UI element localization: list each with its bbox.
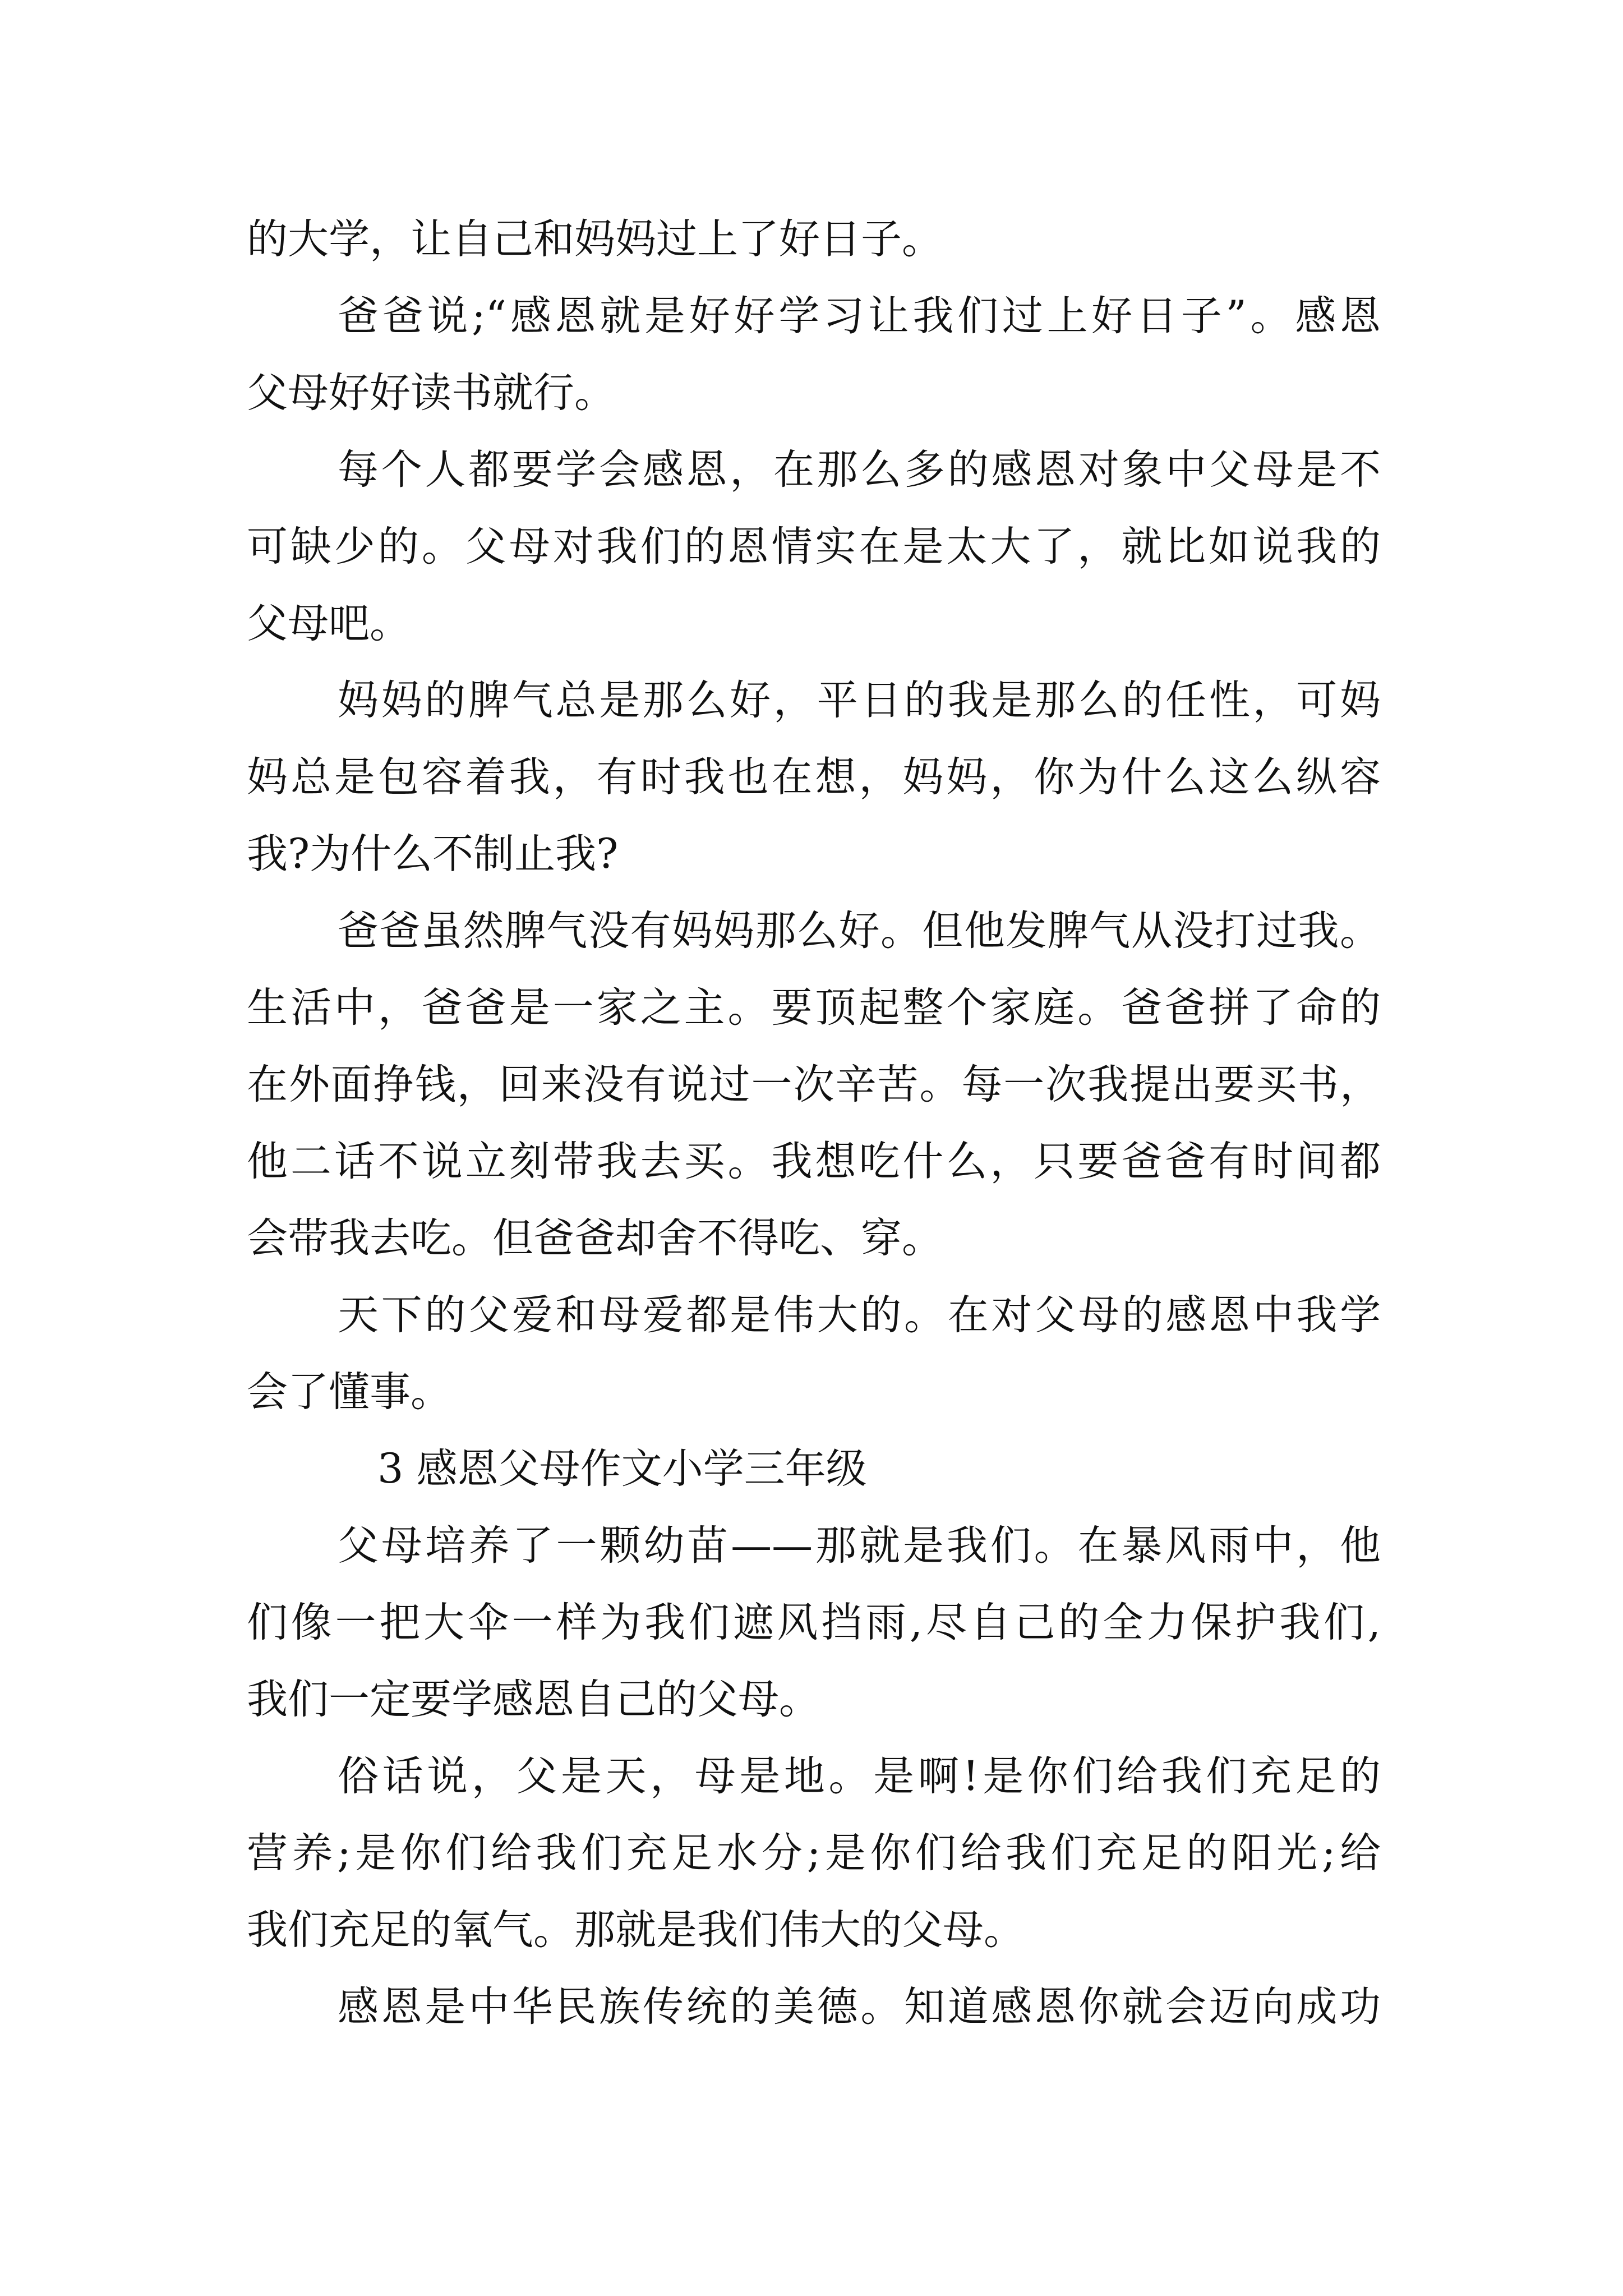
- text-line: 俗话说，父是天，母是地。是啊!是你们给我们充足的: [338, 1752, 1381, 1800]
- text-line: 父母好好读书就行。: [247, 369, 615, 417]
- text-line: 我们充足的氧气。那就是我们伟大的父母。: [247, 1906, 1025, 1954]
- text-line: 们像一把大伞一样为我们遮风挡雨,尽自己的全力保护我们,: [247, 1599, 1381, 1646]
- paragraph: [247, 1277, 1381, 1430]
- text-line: 爸爸说;“感恩就是好好学习让我们过上好日子”。感恩: [338, 292, 1381, 340]
- text-line: 可缺少的。父母对我们的恩情实在是太大了，就比如说我的: [247, 523, 1381, 570]
- text-line: 营养;是你们给我们充足水分;是你们给我们充足的阳光;给: [247, 1829, 1381, 1877]
- text-line: 父母培养了一颗幼苗——那就是我们。在暴风雨中，他: [338, 1522, 1381, 1570]
- text-line: 感恩是中华民族传统的美德。知道感恩你就会迈向成功: [338, 1983, 1381, 2031]
- paragraph: [247, 1507, 1381, 1738]
- paragraph: [247, 201, 1381, 278]
- text-line: 天下的父爱和母爱都是伟大的。在对父母的感恩中我学: [338, 1291, 1381, 1339]
- paragraph: [247, 1738, 1381, 1968]
- text-line: 他二话不说立刻带我去买。我想吃什么，只要爸爸有时间都: [247, 1138, 1381, 1185]
- paragraph: [247, 431, 1381, 662]
- text-line: 在外面挣钱，回来没有说过一次辛苦。每一次我提出要买书，: [247, 1061, 1381, 1108]
- text-line: 的大学，让自己和妈妈过上了好日子。: [247, 215, 943, 263]
- paragraph: [247, 662, 1381, 892]
- text-line: 生活中，爸爸是一家之主。要顶起整个家庭。爸爸拼了命的: [247, 984, 1381, 1032]
- paragraph: [247, 1968, 1381, 2045]
- text-line: 我?为什么不制止我?: [247, 830, 619, 878]
- text-line: 会带我去吃。但爸爸却舍不得吃、穿。: [247, 1214, 943, 1262]
- text-line: 妈总是包容着我，有时我也在想，妈妈，你为什么这么纵容: [247, 753, 1381, 801]
- paragraph: [247, 892, 1381, 1277]
- paragraph: [247, 278, 1381, 431]
- text-line: 父母吧。: [247, 600, 411, 647]
- text-line: 会了懂事。: [247, 1368, 451, 1416]
- text-line: 每个人都要学会感恩，在那么多的感恩对象中父母是不: [338, 446, 1381, 494]
- page-body: [247, 201, 1381, 2045]
- text-line: 我们一定要学感恩自己的父母。: [247, 1676, 820, 1723]
- text-line: 妈妈的脾气总是那么好，平日的我是那么的任性，可妈: [338, 677, 1381, 724]
- text-line: 爸爸虽然脾气没有妈妈那么好。但他发脾气从没打过我。: [338, 907, 1381, 955]
- section-heading: 3 感恩父母作文小学三年级: [377, 1445, 867, 1493]
